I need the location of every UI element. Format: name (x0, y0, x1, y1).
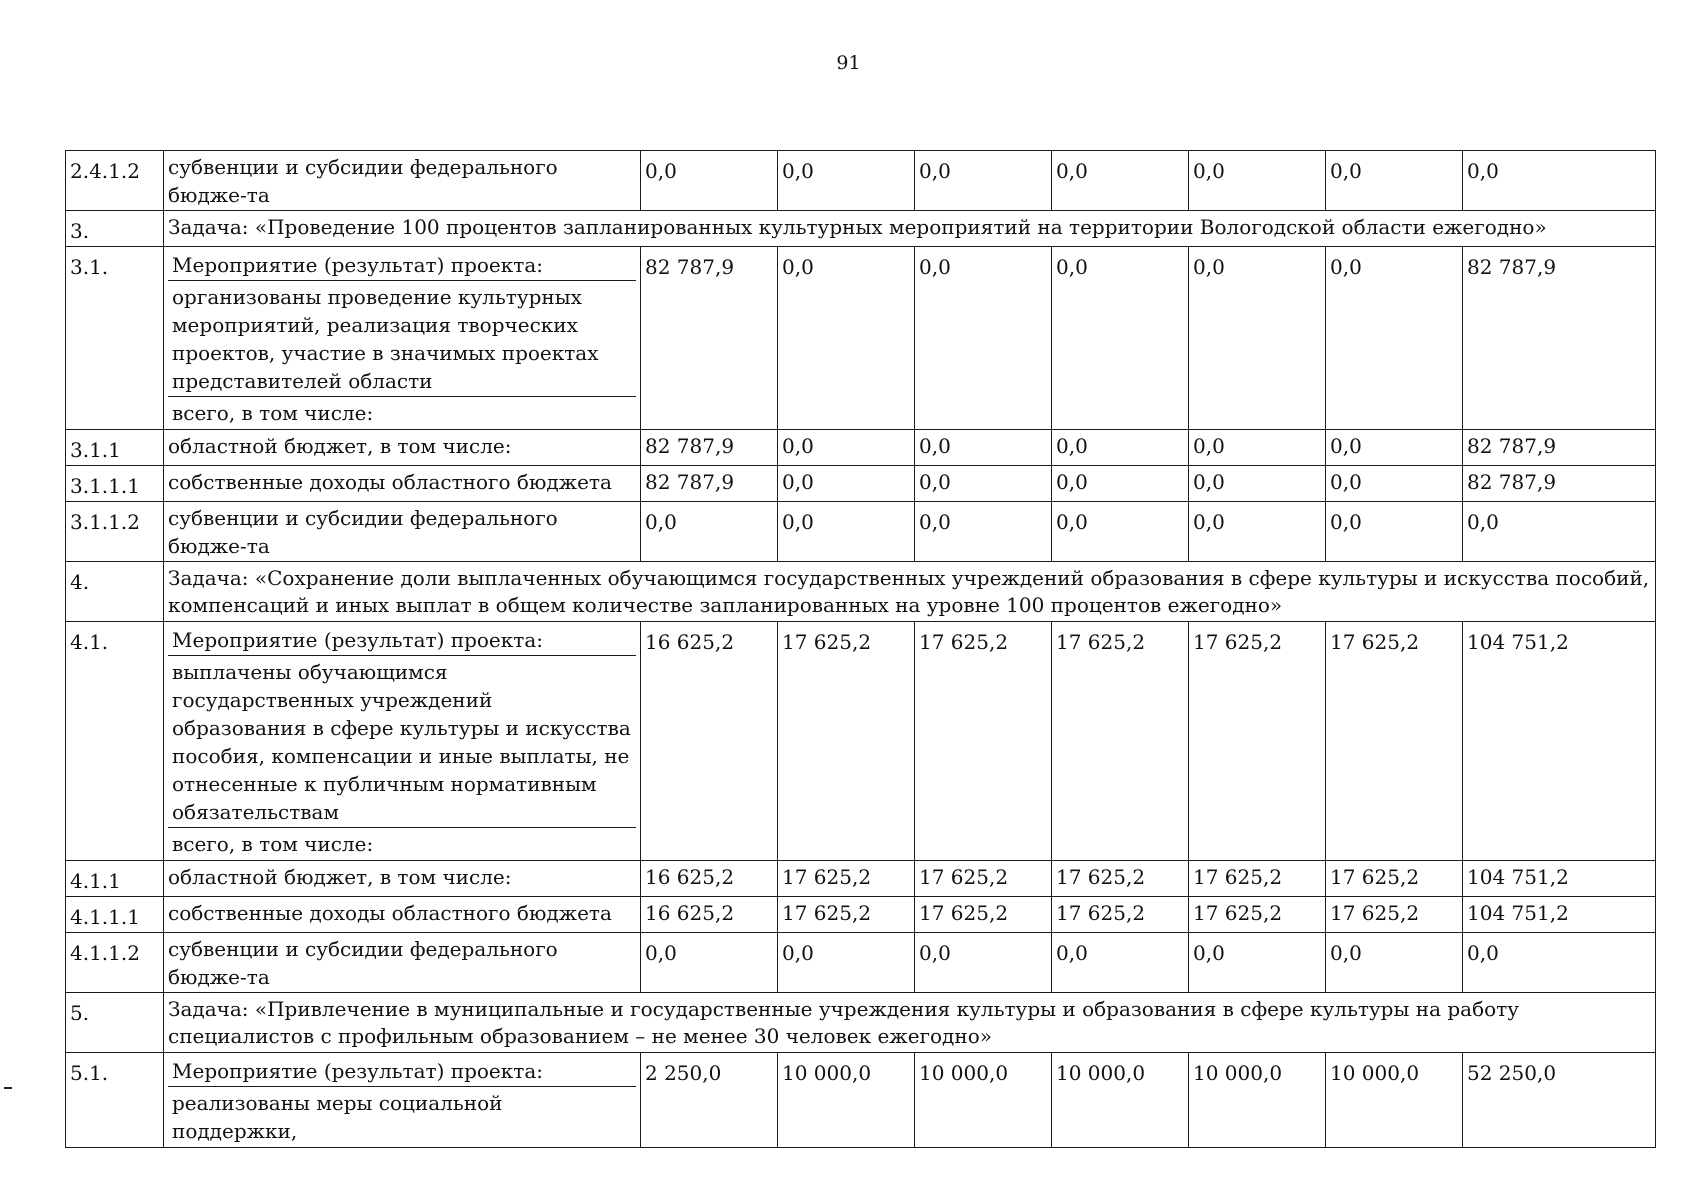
value-cell: 0,0 (641, 151, 778, 211)
row-code: 4. (66, 562, 164, 622)
value-cell: 0,0 (778, 933, 915, 993)
value-cell: 17 625,2 (915, 897, 1052, 933)
activity-total-label: всего, в том числе: (172, 832, 374, 856)
value-cell: 10 000,0 (1326, 1053, 1463, 1148)
value-cell: 0,0 (641, 933, 778, 993)
row-description: субвенции и субсидии федерального бюдже-та (164, 502, 641, 562)
value-cell: 0,0 (1326, 933, 1463, 993)
value-cell: 0,0 (1189, 502, 1326, 562)
value-cell: 0,0 (1052, 466, 1189, 502)
value-cell: 17 625,2 (778, 622, 915, 861)
total-cell: 82 787,9 (1463, 466, 1656, 502)
table-row (66, 622, 1656, 861)
row-description: субвенции и субсидии федерального бюдже-та (164, 933, 641, 993)
table-row (66, 861, 1656, 897)
value-cell: 0,0 (1052, 247, 1189, 430)
task-row (66, 562, 1656, 622)
value-cell: 17 625,2 (915, 622, 1052, 861)
activity-body: реализованы меры социальной поддержки, (172, 1091, 503, 1143)
value-cell: 10 000,0 (778, 1053, 915, 1148)
value-cell: 0,0 (1189, 247, 1326, 430)
activity-description (164, 1053, 641, 1148)
row-description: областной бюджет, в том числе: (164, 430, 641, 466)
activity-description (164, 247, 641, 430)
total-cell: 0,0 (1463, 502, 1656, 562)
value-cell: 0,0 (778, 430, 915, 466)
total-cell: 104 751,2 (1463, 622, 1656, 861)
value-cell: 82 787,9 (641, 247, 778, 430)
value-cell: 17 625,2 (1052, 622, 1189, 861)
value-cell: 16 625,2 (641, 622, 778, 861)
total-cell: 82 787,9 (1463, 430, 1656, 466)
total-cell: 104 751,2 (1463, 897, 1656, 933)
value-cell: 0,0 (1052, 933, 1189, 993)
value-cell: 17 625,2 (1326, 622, 1463, 861)
value-cell: 0,0 (1326, 466, 1463, 502)
value-cell: 16 625,2 (641, 861, 778, 897)
total-cell: 0,0 (1463, 933, 1656, 993)
value-cell: 17 625,2 (778, 861, 915, 897)
task-row (66, 993, 1656, 1053)
row-code: 4.1.1 (66, 861, 164, 897)
value-cell: 0,0 (778, 466, 915, 502)
value-cell: 0,0 (1189, 151, 1326, 211)
value-cell: 17 625,2 (1052, 897, 1189, 933)
value-cell: 0,0 (1052, 151, 1189, 211)
row-description: собственные доходы областного бюджета (164, 466, 641, 502)
table-row (66, 502, 1656, 562)
task-row (66, 211, 1656, 247)
row-code: 3. (66, 211, 164, 247)
value-cell: 0,0 (915, 502, 1052, 562)
value-cell: 16 625,2 (641, 897, 778, 933)
total-cell: 82 787,9 (1463, 247, 1656, 430)
task-description: Задача: «Проведение 100 процентов запланированных культурных мероприятий на территории Вологодской области ежегодно» (164, 211, 1656, 247)
table-row (66, 430, 1656, 466)
row-code: 3.1. (66, 247, 164, 430)
value-cell: 0,0 (778, 502, 915, 562)
value-cell: 0,0 (1326, 430, 1463, 466)
table-row (66, 466, 1656, 502)
activity-body: выплачены обучающимся государственных учреждений образования в сфере культуры и искусства пособия, компенсации и иные выплаты, не отнесенные к публичным нормативным обязательствам (168, 656, 636, 828)
value-cell: 17 625,2 (1052, 861, 1189, 897)
task-description: Задача: «Привлечение в муниципальные и государственные учреждения культуры и образования в сфере культуры на работу специалистов с профильным образованием – не менее 30 человек ежегодно» (164, 993, 1656, 1053)
total-cell: 52 250,0 (1463, 1053, 1656, 1148)
value-cell: 82 787,9 (641, 466, 778, 502)
budget-table (65, 150, 1656, 1148)
value-cell: 0,0 (1189, 466, 1326, 502)
page-number: 91 (836, 52, 861, 74)
row-code: 3.1.1.2 (66, 502, 164, 562)
value-cell: 0,0 (778, 247, 915, 430)
row-code: 5.1. (66, 1053, 164, 1148)
row-code: 2.4.1.2 (66, 151, 164, 211)
total-cell: 0,0 (1463, 151, 1656, 211)
task-description: Задача: «Сохранение доли выплаченных обучающимся государственных учреждений образования в сфере культуры и искусства пособий, компенсаций и иных выплат в общем количестве запланированных на уровне 100 процентов ежегодно» (164, 562, 1656, 622)
value-cell: 17 625,2 (1189, 622, 1326, 861)
row-code: 4.1.1.2 (66, 933, 164, 993)
activity-title: Мероприятие (результат) проекта: (168, 1055, 636, 1087)
value-cell: 82 787,9 (641, 430, 778, 466)
activity-description (164, 622, 641, 861)
table-row (66, 1053, 1656, 1148)
table-row (66, 933, 1656, 993)
value-cell: 0,0 (915, 466, 1052, 502)
value-cell: 10 000,0 (915, 1053, 1052, 1148)
row-code: 4.1.1.1 (66, 897, 164, 933)
activity-title: Мероприятие (результат) проекта: (168, 249, 636, 281)
table-row (66, 897, 1656, 933)
row-description: субвенции и субсидии федерального бюдже-та (164, 151, 641, 211)
value-cell: 0,0 (915, 430, 1052, 466)
value-cell: 17 625,2 (915, 861, 1052, 897)
value-cell: 0,0 (1326, 247, 1463, 430)
row-code: 5. (66, 993, 164, 1053)
value-cell: 0,0 (778, 151, 915, 211)
row-code: 3.1.1 (66, 430, 164, 466)
activity-total-label: всего, в том числе: (172, 401, 374, 425)
total-cell: 104 751,2 (1463, 861, 1656, 897)
activity-body: организованы проведение культурных мероприятий, реализация творческих проектов, участие в значимых проектах представителей области (168, 281, 636, 397)
value-cell: 17 625,2 (1189, 897, 1326, 933)
value-cell: 17 625,2 (1326, 861, 1463, 897)
value-cell: 0,0 (1052, 502, 1189, 562)
value-cell: 0,0 (1052, 430, 1189, 466)
value-cell: 17 625,2 (778, 897, 915, 933)
row-description: областной бюджет, в том числе: (164, 861, 641, 897)
value-cell: 0,0 (1189, 933, 1326, 993)
margin-mark (4, 1087, 12, 1089)
value-cell: 0,0 (915, 933, 1052, 993)
row-description: собственные доходы областного бюджета (164, 897, 641, 933)
activity-title: Мероприятие (результат) проекта: (168, 624, 636, 656)
value-cell: 0,0 (1189, 430, 1326, 466)
value-cell: 0,0 (915, 151, 1052, 211)
value-cell: 0,0 (915, 247, 1052, 430)
row-code: 3.1.1.1 (66, 466, 164, 502)
value-cell: 17 625,2 (1189, 861, 1326, 897)
table-row (66, 151, 1656, 211)
row-code: 4.1. (66, 622, 164, 861)
value-cell: 0,0 (641, 502, 778, 562)
table-row (66, 247, 1656, 430)
value-cell: 10 000,0 (1189, 1053, 1326, 1148)
value-cell: 10 000,0 (1052, 1053, 1189, 1148)
value-cell: 17 625,2 (1326, 897, 1463, 933)
value-cell: 0,0 (1326, 502, 1463, 562)
value-cell: 2 250,0 (641, 1053, 778, 1148)
value-cell: 0,0 (1326, 151, 1463, 211)
